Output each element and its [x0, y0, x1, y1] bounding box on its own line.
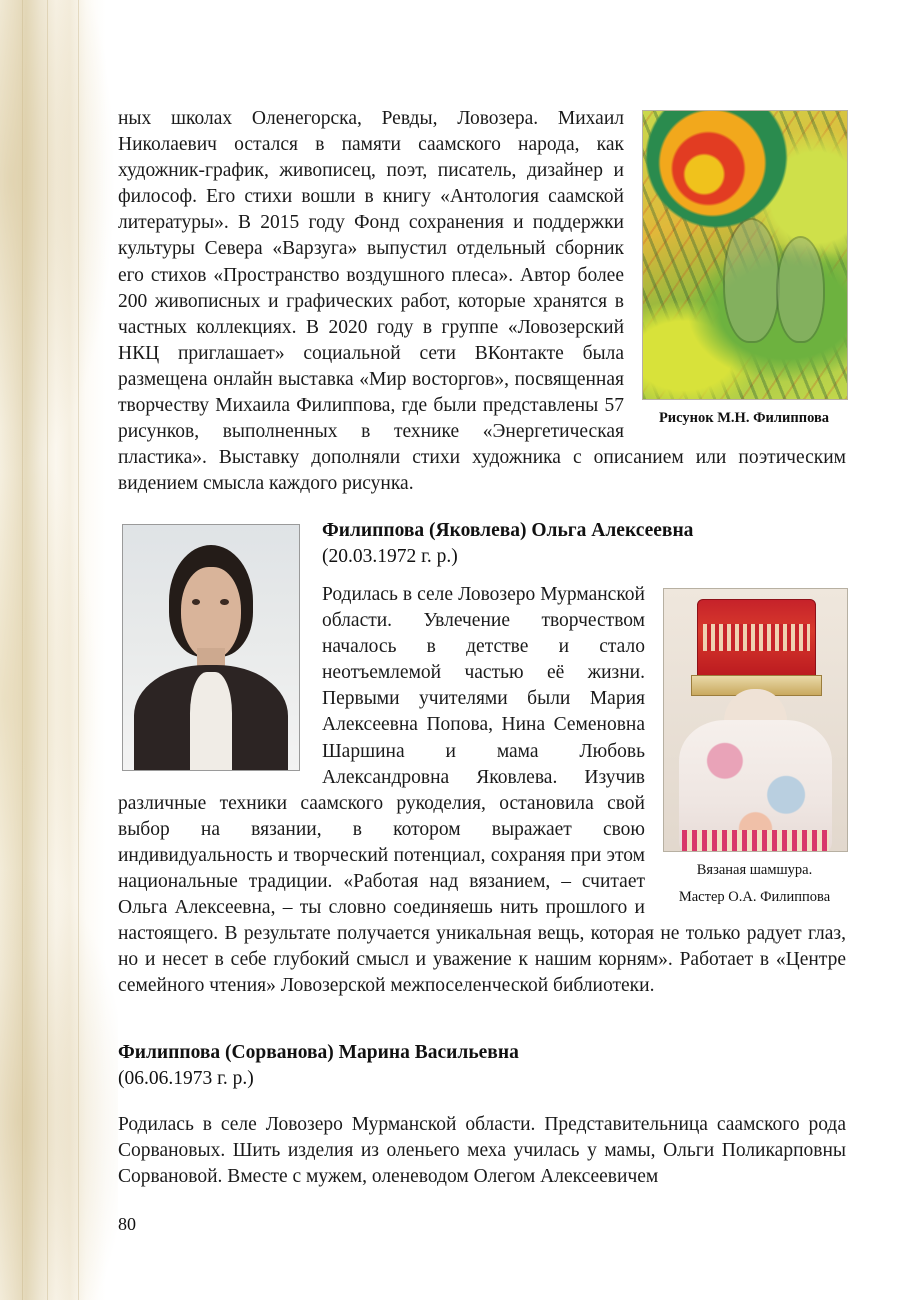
abstract-painting-icon — [643, 111, 847, 399]
figure-drawing-caption: Рисунок М.Н. Филиппова — [658, 410, 830, 426]
entry-marina-filippova — [118, 1040, 846, 1190]
figure-shamshura — [663, 588, 846, 906]
portrait-photo-olga — [122, 524, 300, 771]
shamshura-headdress-icon — [697, 599, 816, 680]
figure-shamshura-caption-line2: Мастер О.А. Филиппова — [678, 889, 831, 905]
page-number: 80 — [118, 1214, 136, 1234]
entry-olga-filippova — [118, 518, 846, 1000]
entry-marina-dates: (06.06.1973 г. р.) — [118, 1068, 254, 1089]
entry-olga-name: Филиппова (Яковлева) Ольга Алексеевна — [322, 520, 694, 541]
page-content — [118, 0, 846, 1300]
entry-olga-paragraph: Родилась в селе Ловозеро Мурманской области. Увлечение творчеством началось в детстве и стало неотъемлемой частью её жизни. Первыми учителями были Мария Алексеевна Попова, Нина Семеновна Шаршина и мама Любовь Александровна Яковлева. Изучив различные техники саамского рукоделия, остановила свой выбор на вязании, в котором выражает свою индивидуальность и творческий потенциал, сохраняя при этом национальные традиции. «Работая над вязанием, – считает Ольга Алексеевна, – ты словно соединяешь нить прошлого и настоящего. В результате получается уникальная вещь, которая не только радует глаз, но и несет в себе глубокий смысл и уважение к нашим корням». Работает в «Центре семейного чтения» Ловозерской межпоселенческой библиотеки. — [118, 584, 846, 997]
figure-shamshura-caption-line1: Вязаная шамшура. — [696, 862, 813, 878]
entry-marina-name: Филиппова (Сорванова) Марина Васильевна — [118, 1042, 519, 1063]
decorative-page-edge — [0, 0, 118, 1300]
article-continued-block — [118, 106, 846, 497]
entry-marina-paragraph: Родилась в селе Ловозеро Мурманской области. Представительница саамского рода Сорвановых. Шить изделия из оленьего меха училась у мамы, Ольги Поликарповны Сорвановой. Вместе с мужем, оленеводом Олегом Алексеевичем — [118, 1114, 846, 1188]
entry-olga-dates: (20.03.1972 г. р.) — [322, 546, 458, 567]
figure-drawing-image — [642, 110, 848, 400]
figure-drawing-filippov — [642, 110, 846, 427]
figure-shamshura-image — [663, 588, 848, 852]
article-continued-paragraph: ных школах Оленегорска, Ревды, Ловозера. Михаил Николаевич остался в памяти саамского народа, как художник-график, живописец, поэт, писатель, дизайнер и философ. Его стихи вошли в книгу «Антология саамской литературы». В 2015 году Фонд сохранения и поддержки культуры Севера «Варзуга» выпустил отдельный сборник его стихов «Пространство воздушного плеса». Автор более 200 живописных и графических работ, которые хранятся в частных коллекциях. В 2020 году в группе «Ловозерский НКЦ приглашает» социальной сети ВКонтакте была размещена онлайн выставка «Мир восторгов», посвященная творчеству Михаила Филиппова, где были представлены 57 рисунков, выполненных в технике «Энергетическая пластика». Выставку дополняли стихи художника с описанием или поэтическим видением смысла каждого рисунка. — [118, 108, 846, 495]
